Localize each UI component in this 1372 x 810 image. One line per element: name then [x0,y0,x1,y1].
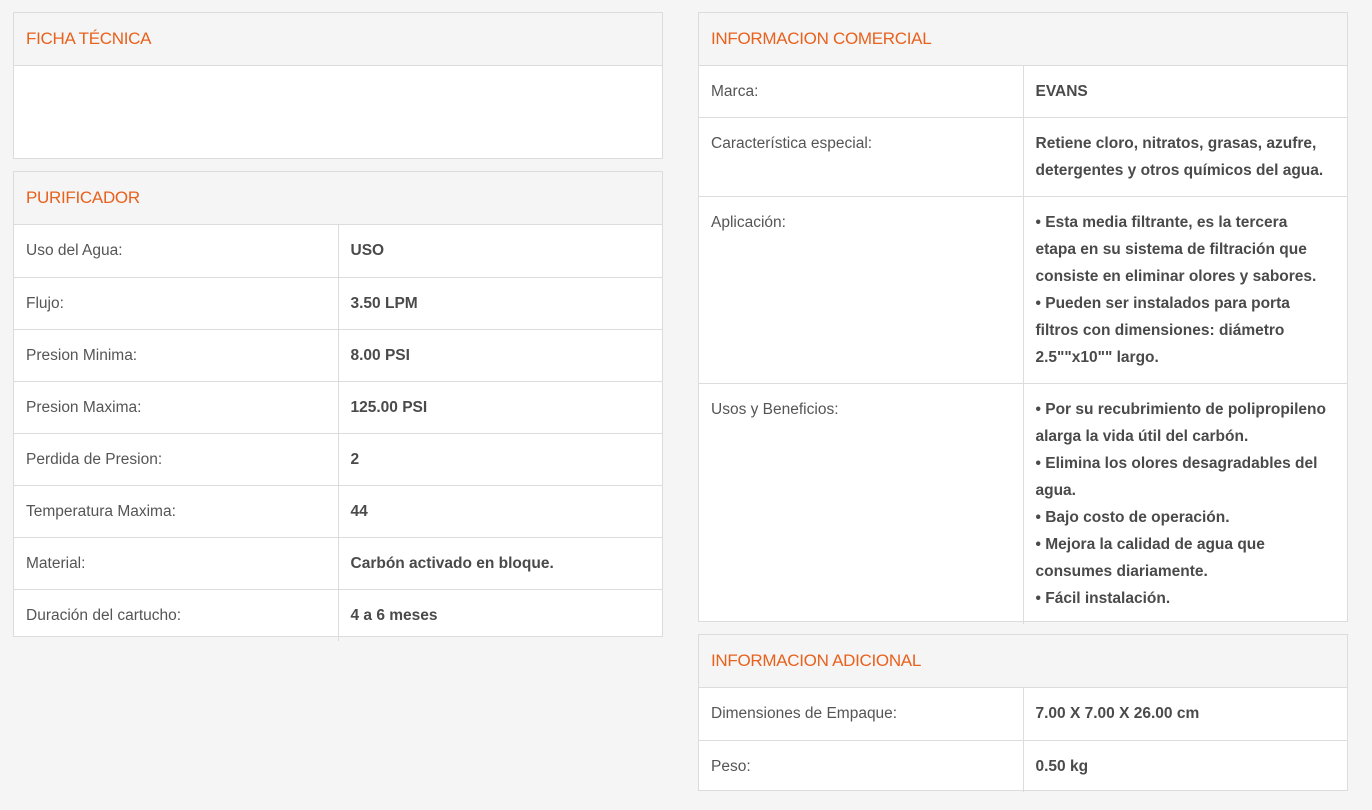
row-label: Flujo: [14,277,338,329]
row-value: USO [338,225,662,277]
table-row [699,384,1347,625]
table-row [14,485,662,537]
row-value [1023,197,1347,384]
value-line: alarga la vida útil del carbón. [1035,428,1249,445]
informacion-comercial-panel [698,12,1348,622]
value-line: Retiene cloro, nitratos, grasas, azufre, [1035,135,1317,152]
value-line: agua. [1035,482,1076,499]
table-row [699,118,1347,197]
informacion-adicional-header [699,635,1347,688]
row-value: 2 [338,433,662,485]
value-line: consumes diariamente. [1035,563,1208,580]
row-label: Material: [14,537,338,589]
row-value: 4 a 6 meses [350,606,438,624]
purificador-table [14,225,662,641]
purificador-panel [13,171,663,637]
table-row [699,197,1347,384]
informacion-comercial-header [699,13,1347,66]
value-line: EVANS [1035,83,1088,100]
row-value [1023,66,1347,118]
purificador-title: PURIFICADOR [26,188,140,207]
row-label: Uso del Agua: [14,225,338,277]
ficha-tecnica-title: FICHA TÉCNICA [26,29,152,48]
table-row [699,688,1347,740]
row-label: Temperatura Maxima: [14,485,338,537]
row-label: Marca: [699,66,1023,118]
row-label: Aplicación: [699,197,1023,384]
informacion-adicional-table [699,688,1347,792]
table-row [14,537,662,589]
table-row [699,66,1347,118]
value-line: etapa en su sistema de filtración que [1035,241,1307,258]
row-value: 3.50 LPM [338,277,662,329]
row-label: Perdida de Presion: [14,433,338,485]
row-value: 44 [338,485,662,537]
row-label: Duración del cartucho: [14,589,338,641]
row-value: Carbón activado en bloque. [338,537,662,589]
table-row [14,381,662,433]
row-value: 7.00 X 7.00 X 26.00 cm [1023,688,1347,740]
row-label: Peso: [699,740,1023,792]
table-row [14,329,662,381]
row-value: 0.50 kg [1035,757,1089,775]
table-row [699,740,1347,792]
value-line: • Mejora la calidad de agua que [1035,536,1265,553]
value-line: 2.5""x10"" largo. [1035,349,1159,366]
row-value [1023,118,1347,197]
informacion-comercial-table [699,66,1347,624]
row-label: Usos y Beneficios: [699,384,1023,625]
purificador-header [14,172,662,225]
row-label: Característica especial: [699,118,1023,197]
row-value [1023,384,1347,625]
value-line: filtros con dimensiones: diámetro [1035,322,1285,339]
row-label: Dimensiones de Empaque: [699,688,1023,740]
informacion-adicional-panel [698,634,1348,791]
table-row [14,225,662,277]
row-value: 125.00 PSI [338,381,662,433]
value-line: • Por su recubrimiento de polipropileno [1035,401,1326,418]
row-value: 8.00 PSI [338,329,662,381]
row-label: Presion Maxima: [14,381,338,433]
value-line: consiste en eliminar olores y sabores. [1035,268,1317,285]
value-line: • Pueden ser instalados para porta [1035,295,1290,312]
informacion-comercial-title: INFORMACION COMERCIAL [711,29,932,48]
value-line: • Esta media filtrante, es la tercera [1035,214,1288,231]
value-line: • Elimina los olores desagradables del [1035,455,1318,472]
informacion-adicional-title: INFORMACION ADICIONAL [711,651,922,670]
value-line: detergentes y otros químicos del agua. [1035,162,1324,179]
row-label: Presion Minima: [14,329,338,381]
ficha-tecnica-header [14,13,662,66]
value-line: • Bajo costo de operación. [1035,509,1230,526]
table-row [14,589,662,641]
ficha-tecnica-panel [13,12,663,159]
ficha-tecnica-body [14,66,662,158]
table-row [14,433,662,485]
table-row [14,277,662,329]
value-line: • Fácil instalación. [1035,590,1171,607]
